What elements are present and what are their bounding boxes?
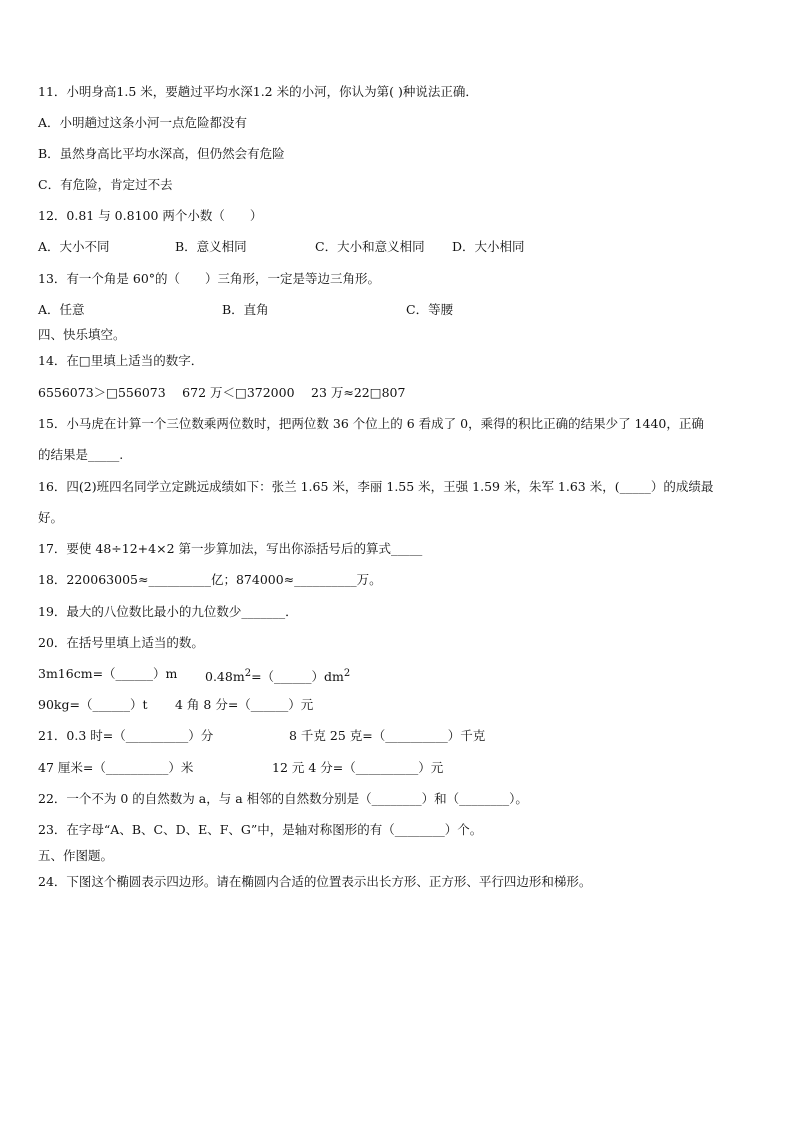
- q13-stem: 13．有一个角是 60°的（ ）三角形，一定是等边三角形。: [38, 271, 381, 286]
- q11-option-b: B．虽然身高比平均水深高，但仍然会有危险: [38, 146, 285, 161]
- q20-area-exp-2: 2: [343, 668, 351, 679]
- q20-area-mid: =（______）dm: [251, 669, 344, 685]
- q12-option-d: D．大小相同: [452, 239, 525, 254]
- q12-stem: 12．0.81 与 0.8100 两个小数（ ）: [38, 208, 263, 223]
- q15-line-1: 15．小马虎在计算一个三位数乘两位数时，把两位数 36 个位上的 6 看成了 0，乘得的积比正确的结果少了 1440，正确: [38, 416, 704, 431]
- q13-option-b: B．直角: [222, 302, 269, 317]
- q13-option-c: C．等腰: [406, 302, 454, 317]
- q20-area-exp-1: 2: [244, 668, 252, 679]
- q21-item-mass: 8 千克 25 克=（__________）千克: [289, 728, 486, 743]
- question-24: 24．下图这个椭圆表示四边形。请在椭圆内合适的位置表示出长方形、正方形、平行四边形和梯形。: [38, 874, 592, 889]
- q20-item-area: [205, 666, 350, 685]
- section-5-heading: 五、作图题。: [38, 848, 114, 863]
- q14-stem: 14．在□里填上适当的数字．: [38, 353, 204, 368]
- q12-option-a: A．大小不同: [38, 239, 110, 254]
- q11-option-c: C．有危险，肯定过不去: [38, 177, 173, 192]
- section-4-heading: 四、快乐填空。: [38, 327, 126, 342]
- question-22: 22．一个不为 0 的自然数为 a，与 a 相邻的自然数分别是（________）和（________）。: [38, 791, 528, 806]
- question-23: 23．在字母“A、B、C、D、E、F、G”中，是轴对称图形的有（________）个。: [38, 822, 483, 837]
- q20-item-money: 4 角 8 分=（______）元: [175, 697, 314, 712]
- question-19: 19．最大的八位数比最小的九位数少_______．: [38, 604, 298, 619]
- q20-item-length: 3m16cm=（______）m: [38, 666, 178, 681]
- q13-option-a: A．任意: [38, 302, 85, 317]
- q15-line-2: 的结果是_____.: [38, 447, 124, 462]
- q20-item-mass: 90kg=（______）t: [38, 697, 148, 712]
- q11-stem: 11．小明身高1.5 米，要趟过平均水深1.2 米的小河，你认为第( )种说法正确．: [38, 84, 478, 99]
- q12-option-b: B．意义相同: [175, 239, 247, 254]
- question-17: 17．要使 48÷12+4×2 第一步算加法，写出你添括号后的算式_____: [38, 541, 423, 556]
- question-18: 18．220063005≈__________亿；874000≈__________万。: [38, 572, 382, 587]
- q16-line-1: 16．四(2)班四名同学立定跳远成绩如下：张兰 1.65 米，李丽 1.55 米，王强 1.59 米，朱军 1.63 米，(_____）的成绩最: [38, 479, 714, 494]
- q11-option-a: A．小明趟过这条小河一点危险都没有: [38, 115, 248, 130]
- q12-option-c: C．大小和意义相同: [315, 239, 425, 254]
- q20-stem: 20．在括号里填上适当的数。: [38, 635, 204, 650]
- q20-area-pre: 0.48m: [205, 669, 245, 685]
- q21-item-length: 47 厘米=（__________）米: [38, 760, 194, 775]
- q21-item-time: 21．0.3 时=（__________）分: [38, 728, 214, 743]
- q16-line-2: 好。: [38, 510, 64, 525]
- q21-item-money: 12 元 4 分=（__________）元: [272, 760, 444, 775]
- q14-blanks: 6556073＞□556073 672 万＜□372000 23 万≈22□807: [38, 385, 406, 400]
